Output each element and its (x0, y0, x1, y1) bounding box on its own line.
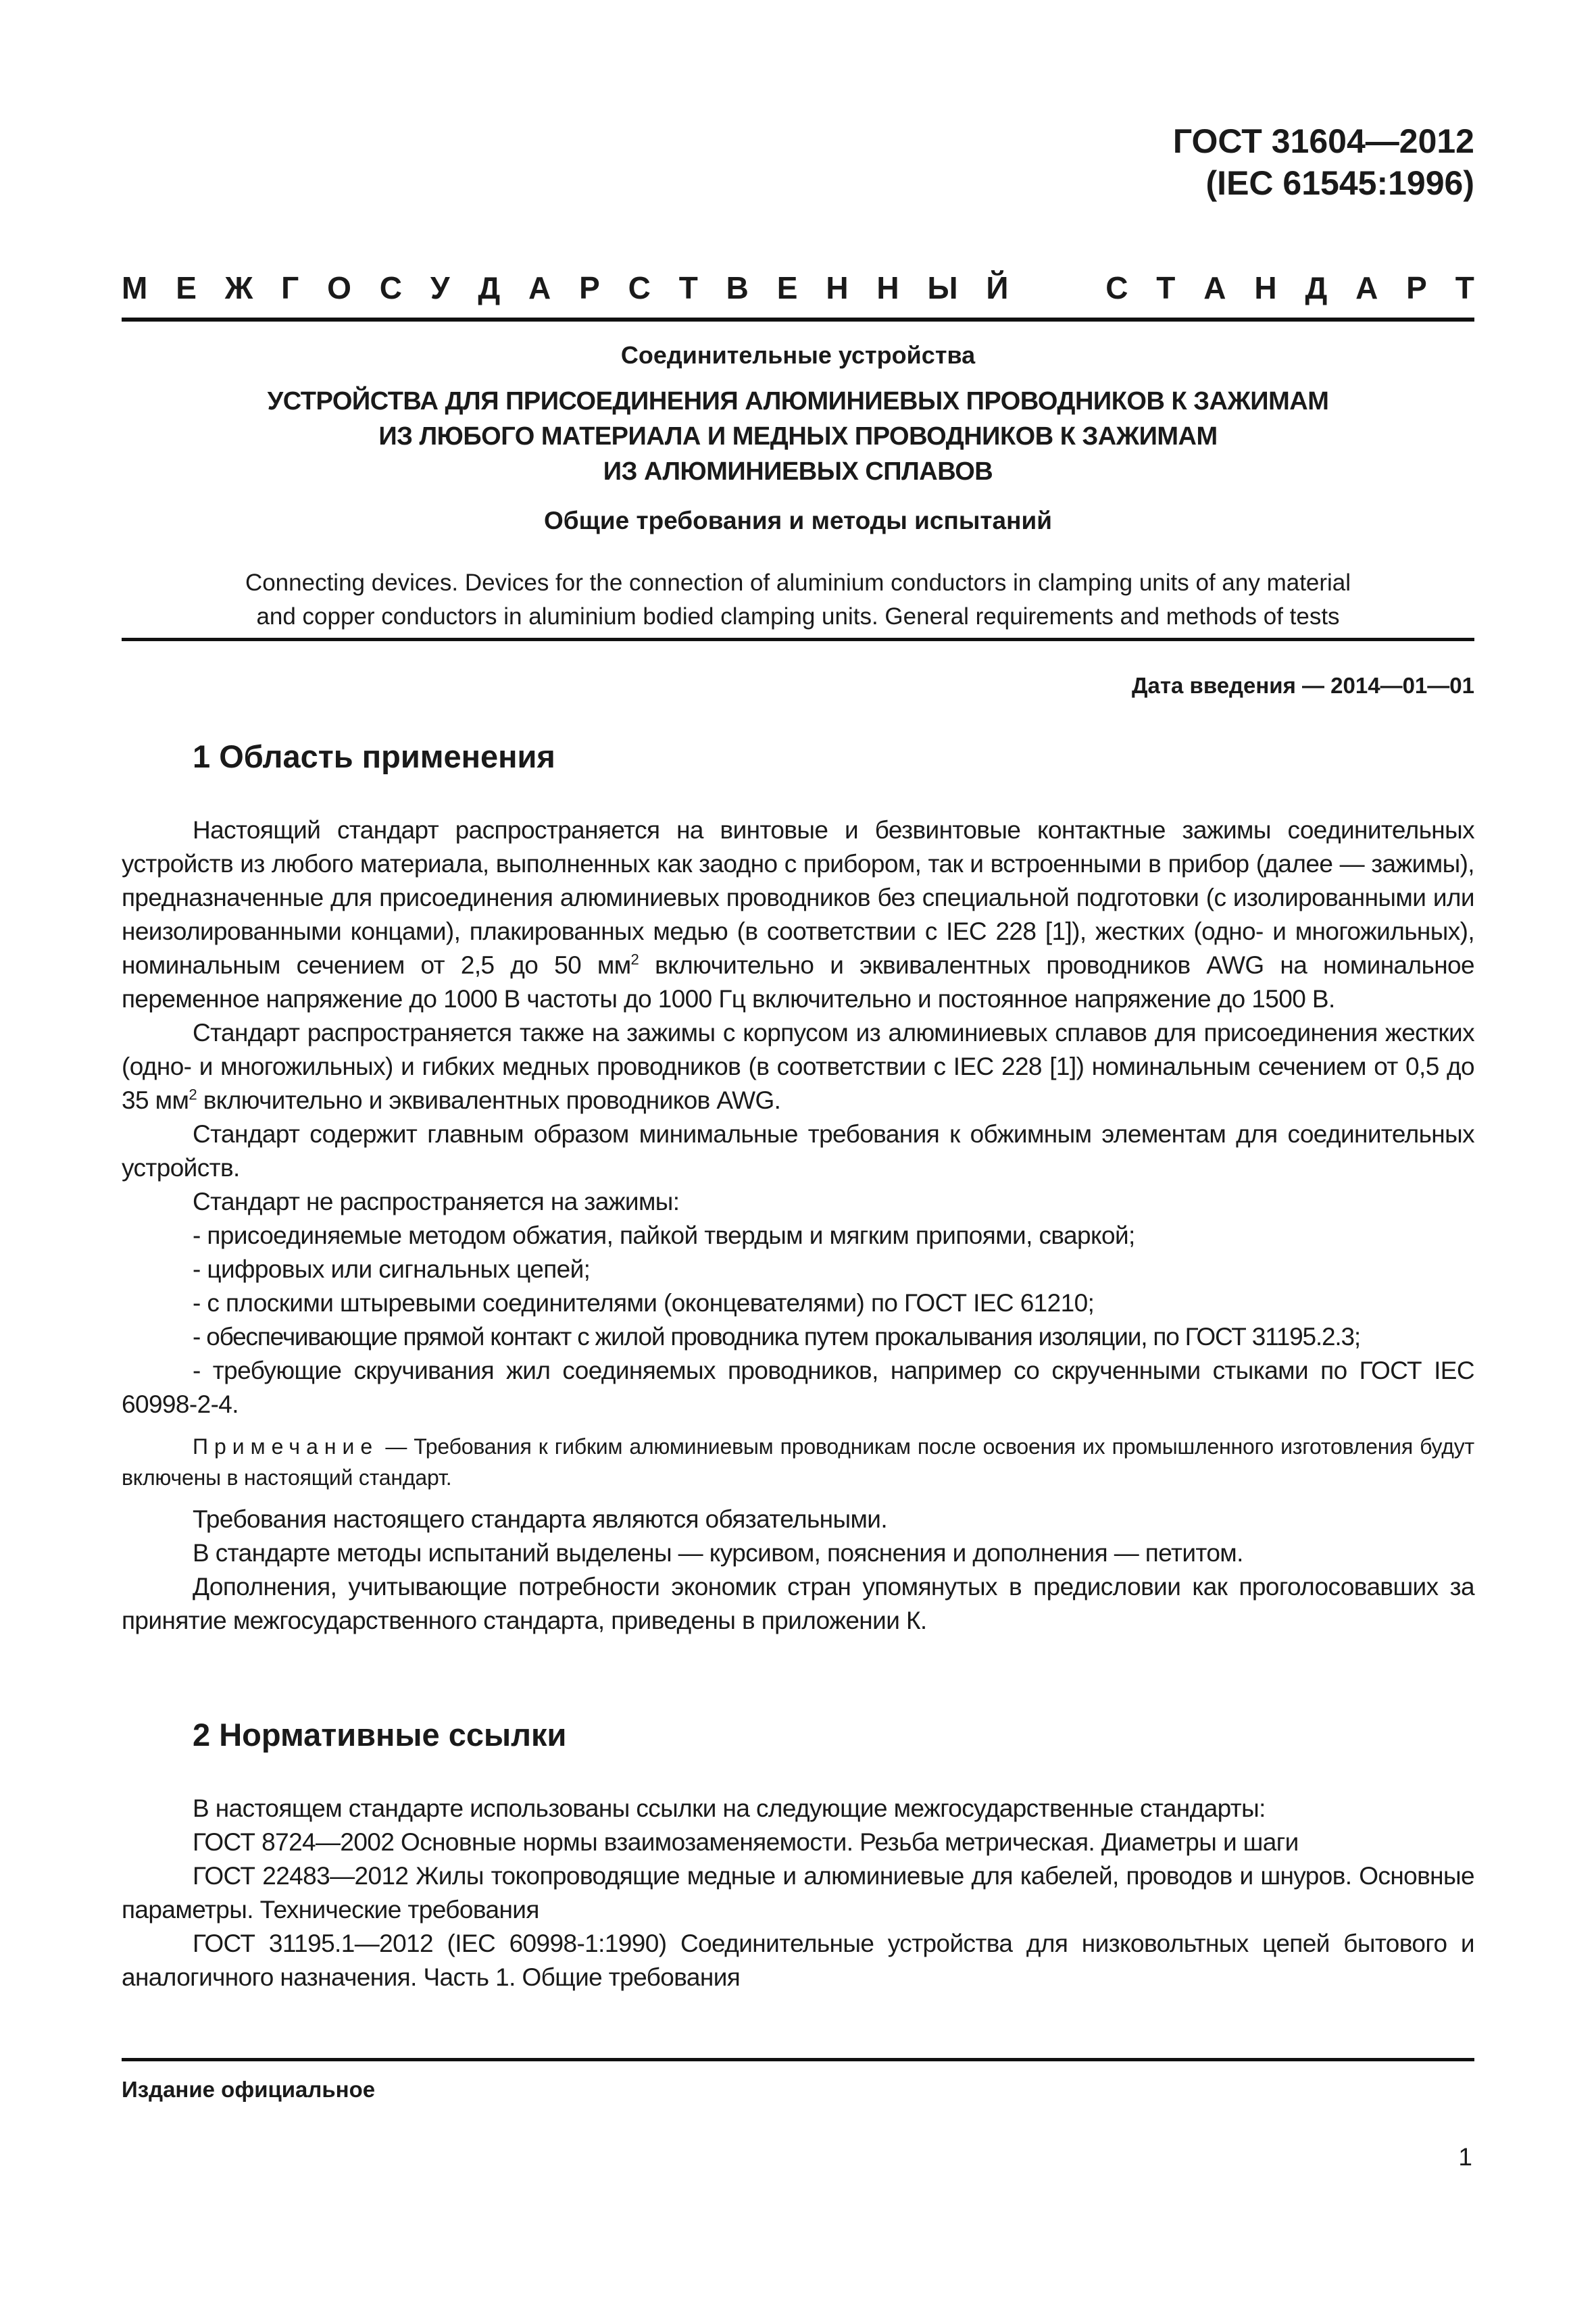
banner-letter: О (327, 270, 351, 305)
paragraph: Стандарт распространяется также на зажимы с корпусом из алюминиевых сплавов для присоединения жестких (одно- и многожильных) и гибких медных проводников (в соответствии с IEC 228 [1]) номинальным сечением от 0,5 до 35 $мм^2$ включительно и эквивалентных проводников AWG. (122, 1019, 1474, 1114)
list-item: - требующие скручивания жил соединяемых проводников, например со скрученными стыками по ГОСТ IEC 60998-2-4. (122, 1357, 1474, 1418)
banner-letter: М (122, 270, 148, 305)
banner-word-gap (1037, 268, 1077, 308)
introduction-date: Дата введения — 2014—01—01 (1132, 673, 1474, 698)
banner-letter: Д (478, 270, 501, 305)
title-rule (122, 638, 1474, 641)
paragraph: Стандарт не распространяется на зажимы: (193, 1188, 680, 1215)
list-item: - с плоскими штыревыми соединителями (оконцевателями) по ГОСТ IEC 61210; (193, 1289, 1095, 1317)
note-text: — Требования к гибким алюминиевым проводникам после освоения их промышленного изготовления будут включены в настоящий стандарт. (122, 1434, 1474, 1490)
banner-letter: Е (176, 270, 197, 305)
section-heading-references: 2 Нормативные ссылки (193, 1717, 567, 1753)
paragraph: Настоящий стандарт распространяется на винтовые и безвинтовые контактные зажимы соединительных устройств из любого материала, выполненных как заодно с прибором, так и встроенными в прибор (далее — зажимы), предназначенные для присоединения алюминиевых проводников без специальной подготовки (с изолированными или неизолированными концами), плакированных медью (в соответствии с IEC 228 [1]), жестких (одно- и многожильных), номинальным сечением от 2,5 до 50 $мм^2$ включительно и эквивалентных проводников AWG на номинальное переменное напряжение до 1000 В частоты до 1000 Гц включительно и постоянное напряжение до 1500 В. (122, 816, 1474, 1013)
english-title-line: Connecting devices. Devices for the connection of aluminium conductors in clamping units of any material (245, 570, 1351, 596)
english-title (122, 566, 1474, 634)
paragraph: Дополнения, учитывающие потребности экономик стран упомянутых в предисловии как проголосовавших за принятие межгосударственного стандарта, приведены в приложении К. (122, 1573, 1474, 1634)
banner-letter: А (1355, 270, 1378, 305)
banner-rule (122, 318, 1474, 322)
doc-number-gost: ГОСТ 31604—2012 (1172, 122, 1474, 160)
banner-letter: С (628, 270, 651, 305)
banner-letter: В (726, 270, 749, 305)
list-item: - обеспечивающие прямой контакт с жилой проводника путем прокалывания изоляции, по ГОСТ 31195.2.3; (193, 1323, 1360, 1351)
banner-letter: Н (1254, 270, 1277, 305)
official-edition-label: Издание официальное (122, 2077, 376, 2102)
footer-rule (122, 2058, 1474, 2061)
banner-letter: Й (986, 270, 1009, 305)
document-number (1173, 120, 1474, 204)
paragraph: В настоящем стандарте использованы ссылки на следующие межгосударственные стандарты: (193, 1794, 1266, 1822)
banner-letter: С (1105, 270, 1128, 305)
banner-letter: Е (776, 270, 798, 305)
note (122, 1431, 1474, 1493)
banner-letter: Н (826, 270, 849, 305)
banner-letter: Т (678, 270, 698, 305)
page-number: 1 (1458, 2143, 1472, 2171)
section-references-body (122, 1792, 1474, 1994)
paragraph: Стандарт содержит главным образом минимальные требования к обжимным элементам для соединительных устройств. (122, 1120, 1474, 1182)
list-item: - цифровых или сигнальных цепей; (193, 1255, 591, 1283)
reference-item: ГОСТ 22483—2012 Жилы токопроводящие медные и алюминиевые для кабелей, проводов и шнуров. Основные параметры. Технические требования (122, 1862, 1474, 1923)
reference-item: ГОСТ 31195.1—2012 (IEC 60998-1:1990) Соединительные устройства для низковольтных цепей бытового и аналогичного назначения. Часть 1. Общие требования (122, 1930, 1474, 1991)
paragraph: Требования настоящего стандарта являются обязательными. (193, 1505, 888, 1533)
banner-letter: У (430, 270, 450, 305)
section-scope-body (122, 813, 1474, 1638)
banner-letter: Р (579, 270, 600, 305)
document-subject: Соединительные устройства (620, 341, 976, 369)
banner-letter: Т (1156, 270, 1176, 305)
list-item: - присоединяемые методом обжатия, пайкой твердым и мягким припоями, сваркой; (193, 1222, 1135, 1249)
banner-letter: Ы (927, 270, 958, 305)
banner-letter: Ж (224, 270, 253, 305)
banner-letter: Т (1455, 270, 1474, 305)
banner-letter: Г (281, 270, 299, 305)
banner-letter: Н (876, 270, 899, 305)
main-title-line: УСТРОЙСТВА ДЛЯ ПРИСОЕДИНЕНИЯ АЛЮМИНИЕВЫХ ПРОВОДНИКОВ К ЗАЖИМАМ (267, 387, 1329, 416)
banner-letter: А (1203, 270, 1226, 305)
document-subtitle: Общие требования и методы испытаний (544, 507, 1052, 534)
banner-letter: А (528, 270, 551, 305)
document-main-title (122, 384, 1474, 489)
main-title-line: ИЗ АЛЮМИНИЕВЫХ СПЛАВОВ (603, 457, 993, 486)
interstate-standard-banner (122, 268, 1474, 308)
english-title-line: and copper conductors in aluminium bodied clamping units. General requirements and methods of tests (256, 603, 1340, 630)
paragraph: В стандарте методы испытаний выделены — курсивом, пояснения и дополнения — петитом. (193, 1539, 1243, 1567)
banner-letter: С (379, 270, 402, 305)
main-title-line: ИЗ ЛЮБОГО МАТЕРИАЛА И МЕДНЫХ ПРОВОДНИКОВ К ЗАЖИМАМ (378, 422, 1218, 451)
banner-letter: Р (1406, 270, 1427, 305)
banner-letter: Д (1305, 270, 1328, 305)
note-label: Примечание (193, 1434, 379, 1459)
doc-number-iec: (IEC 61545:1996) (1205, 164, 1474, 202)
reference-item: ГОСТ 8724—2002 Основные нормы взаимозаменяемости. Резьба метрическая. Диаметры и шаги (193, 1828, 1299, 1856)
section-heading-scope: 1 Область применения (193, 738, 555, 774)
